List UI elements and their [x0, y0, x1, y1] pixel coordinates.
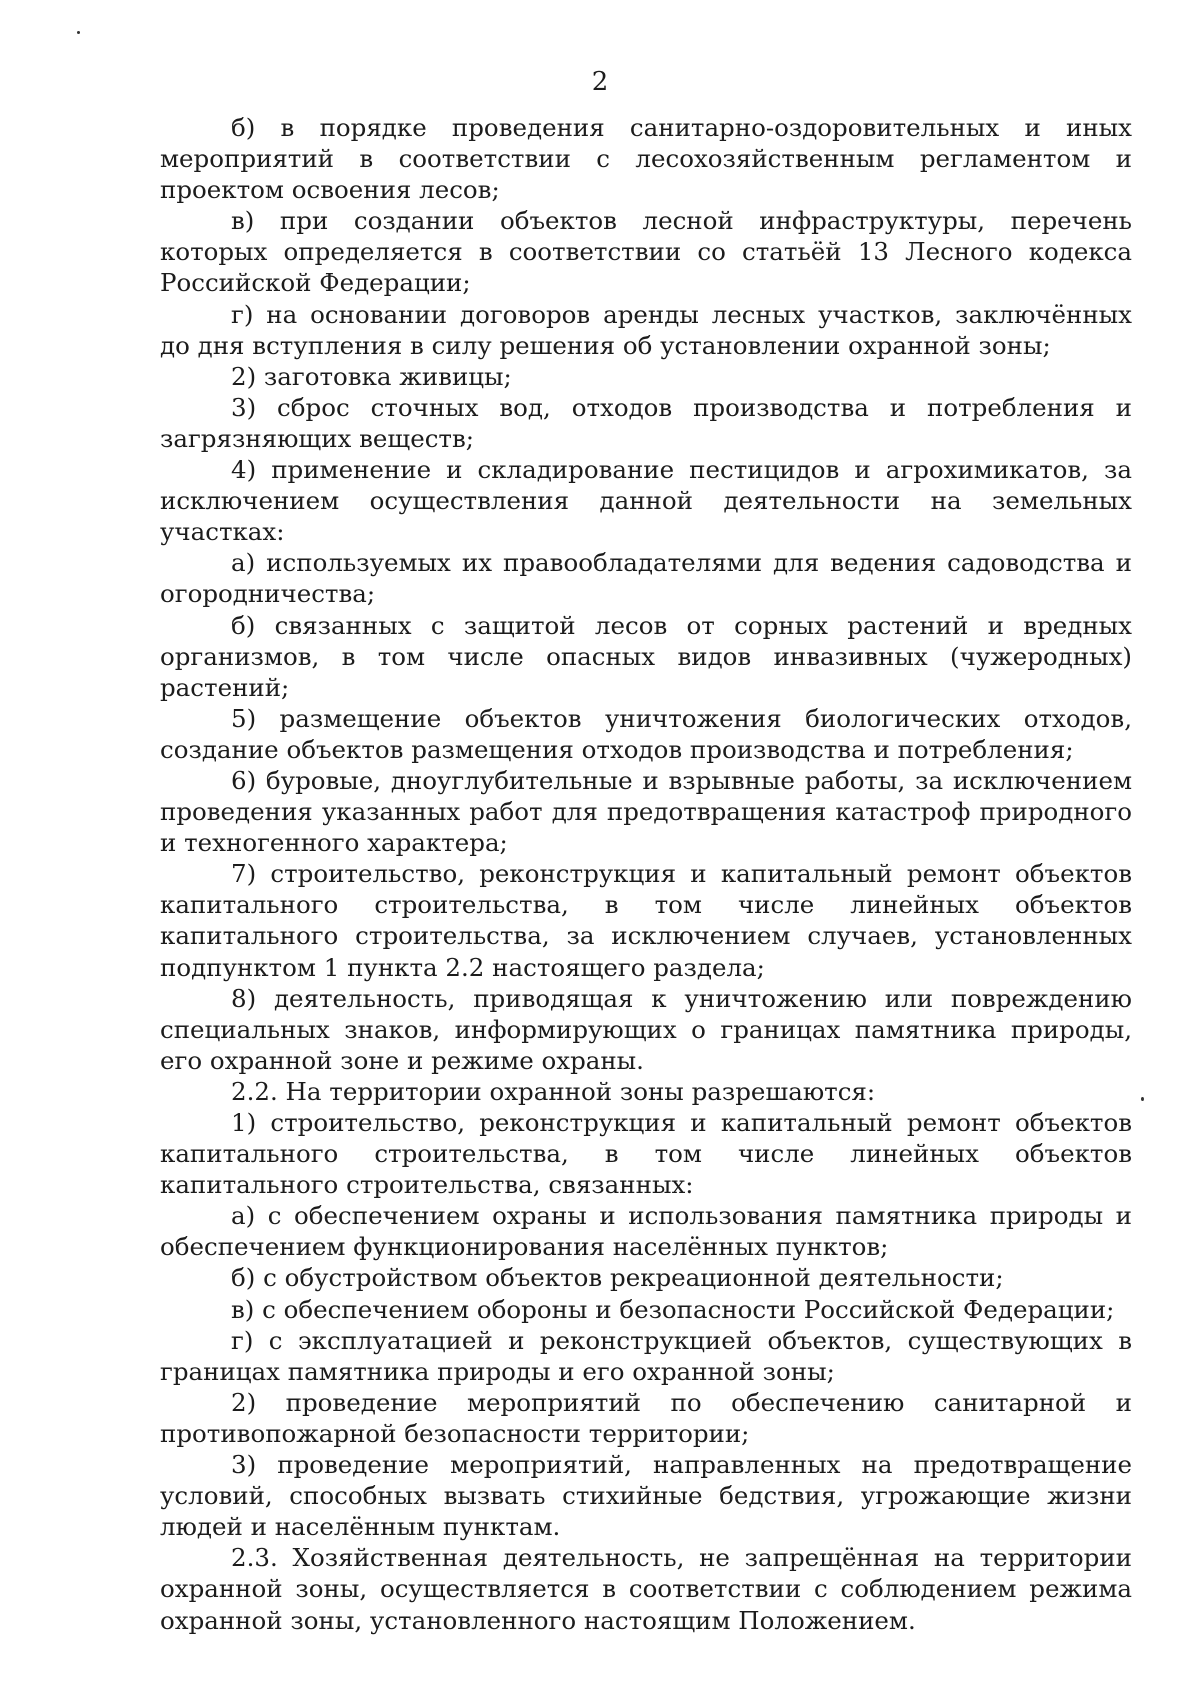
paragraph-v-defense: в) с обеспечением обороны и безопасности Российской Федерации; [231, 1294, 1115, 1324]
paragraph-8-sign-damage: 8) деятельность, приводящая к уничтожению или повреждению специальных знаков, информирующих о границах памятника природы, его охранной зоне и режиме охраны. [160, 983, 1132, 1075]
paragraph-a-protection-use: а) с обеспечением охраны и использования памятника природы и обеспечением функционирования населённых пунктов; [160, 1201, 1132, 1262]
paragraph-b-recreation: б) с обустройством объектов рекреационной деятельности; [231, 1263, 1004, 1293]
page-number: 2 [591, 67, 609, 97]
paragraph-g-existing-objects: г) с эксплуатацией и реконструкцией объектов, существующих в границах памятника природы и его охранной зоны; [160, 1325, 1132, 1386]
paragraph-4-pesticides: 4) применение и складирование пестицидов и агрохимикатов, за исключением осуществления данной деятельности на земельных участках: [160, 455, 1132, 547]
paragraph-5-waste-objects: 5) размещение объектов уничтожения биологических отходов, создание объектов размещения отходов производства и потребления; [160, 703, 1132, 764]
paragraph-b-forest-protection: б) связанных с защитой лесов от сорных растений и вредных организмов, в том числе опасных видов инвазивных (чужеродных) растений; [160, 610, 1132, 702]
paragraph-2-resin-harvesting: 2) заготовка живицы; [231, 361, 512, 391]
paragraph-b-sanitary-measures: б) в порядке проведения санитарно-оздоровительных и иных мероприятий в соответствии с лесохозяйственным регламентом и проектом освоения лесов; [160, 113, 1132, 205]
section-2-3-economic-activity: 2.3. Хозяйственная деятельность, не запрещённая на территории охранной зоны, осуществляется в соответствии с соблюдением режима охранной зоны, установленного настоящим Положением. [160, 1543, 1132, 1635]
section-2-2-heading: 2.2. На территории охранной зоны разрешаются: [231, 1076, 876, 1106]
paragraph-6-drilling-works: 6) буровые, дноуглубительные и взрывные работы, за исключением проведения указанных работ для предотвращения катастроф природного и техногенного характера; [160, 765, 1132, 858]
paragraph-3-disaster-prevention: 3) проведение мероприятий, направленных на предотвращение условий, способных вызвать стихийные бедствия, угрожающие жизни людей и населённым пунктам. [160, 1450, 1132, 1542]
scan-speck [77, 31, 80, 34]
paragraph-2-fire-safety: 2) проведение мероприятий по обеспечению санитарной и противопожарной безопасности территории; [160, 1387, 1132, 1448]
paragraph-3-wastewater-discharge: 3) сброс сточных вод, отходов производства и потребления и загрязняющих веществ; [160, 392, 1132, 453]
paragraph-1-permitted-construction: 1) строительство, реконструкция и капитальный ремонт объектов капитального строительства, в том числе линейных объектов капитального строительства, связанных: [160, 1108, 1132, 1200]
paragraph-a-gardening: а) используемых их правообладателями для ведения садоводства и огородничества; [160, 548, 1132, 609]
paragraph-g-lease-agreements: г) на основании договоров аренды лесных участков, заключённых до дня вступления в силу решения об установлении охранной зоны; [160, 299, 1132, 360]
document-body [160, 112, 1132, 1636]
scan-speck [1141, 1097, 1144, 1101]
paragraph-7-construction: 7) строительство, реконструкция и капитальный ремонт объектов капитального строительства, в том числе линейных объектов капитального строительства, за исключением случаев, установленных подпунктом 1 пункта 2.2 настоящего раздела; [160, 859, 1132, 982]
paragraph-v-forest-infrastructure: в) при создании объектов лесной инфраструктуры, перечень которых определяется в соответствии со статьёй 13 Лесного кодекса Российской Федерации; [160, 206, 1132, 298]
